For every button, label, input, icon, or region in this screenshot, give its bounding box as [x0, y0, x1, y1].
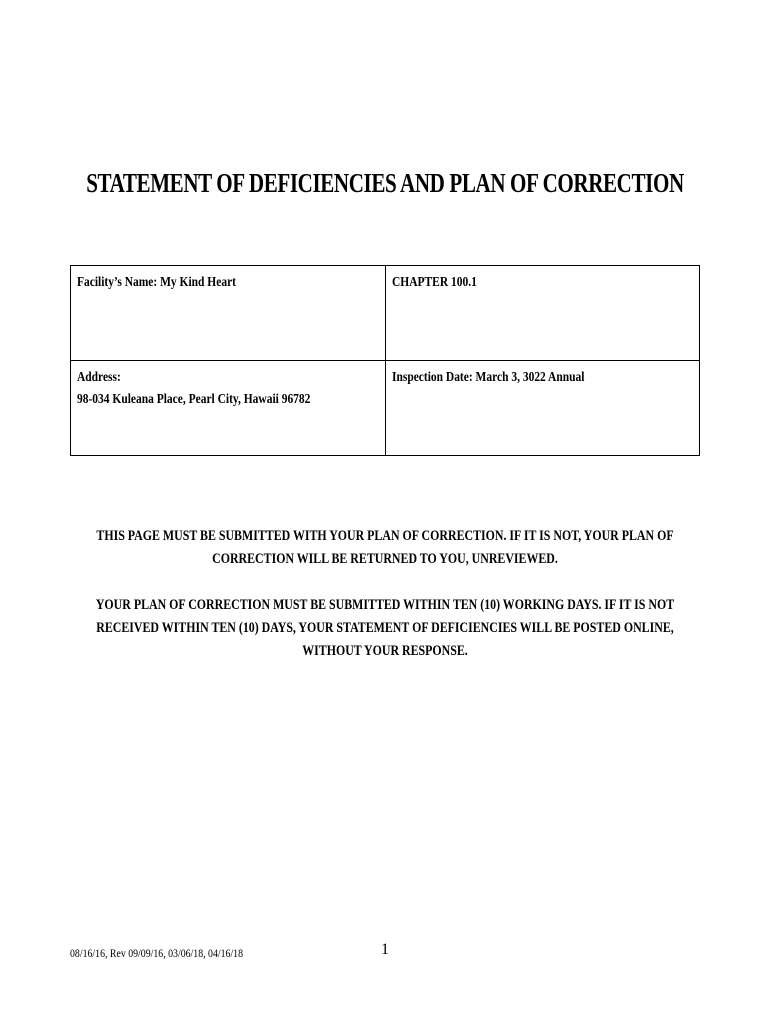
notice-line: CORRECTION WILL BE RETURNED TO YOU, UNREVIEWED.	[212, 551, 558, 567]
document-title: STATEMENT OF DEFICIENCIES AND PLAN OF CORRECTION	[86, 168, 684, 198]
revision-dates: 08/16/16, Rev 09/09/16, 03/06/18, 04/16/18	[70, 946, 244, 960]
notice-line: WITHOUT YOUR RESPONSE.	[302, 643, 468, 659]
page-number: 1	[381, 941, 389, 958]
facility-name: Facility’s Name: My Kind Heart	[77, 275, 236, 290]
submission-notice	[0, 525, 770, 571]
table-row	[71, 266, 700, 361]
notice-line: THIS PAGE MUST BE SUBMITTED WITH YOUR PLAN OF CORRECTION. IF IT IS NOT, YOUR PLAN OF	[96, 528, 674, 544]
notice-line: YOUR PLAN OF CORRECTION MUST BE SUBMITTED WITHIN TEN (10) WORKING DAYS. IF IT IS NOT	[95, 597, 675, 613]
notice-line: RECEIVED WITHIN TEN (10) DAYS, YOUR STATEMENT OF DEFICIENCIES WILL BE POSTED ONLINE,	[96, 620, 674, 636]
deadline-notice	[0, 594, 770, 663]
table-row	[71, 361, 700, 456]
inspection-date: Inspection Date: March 3, 3022 Annual	[391, 370, 584, 385]
chapter-label: CHAPTER 100.1	[391, 275, 477, 290]
address-label: Address:	[77, 370, 121, 385]
facility-info-table	[70, 265, 700, 456]
facility-name-cell	[71, 266, 386, 361]
inspection-date-cell	[385, 361, 700, 456]
address-value: 98-034 Kuleana Place, Pearl City, Hawaii 96782	[77, 392, 311, 407]
address-cell	[71, 361, 386, 456]
chapter-cell	[385, 266, 700, 361]
